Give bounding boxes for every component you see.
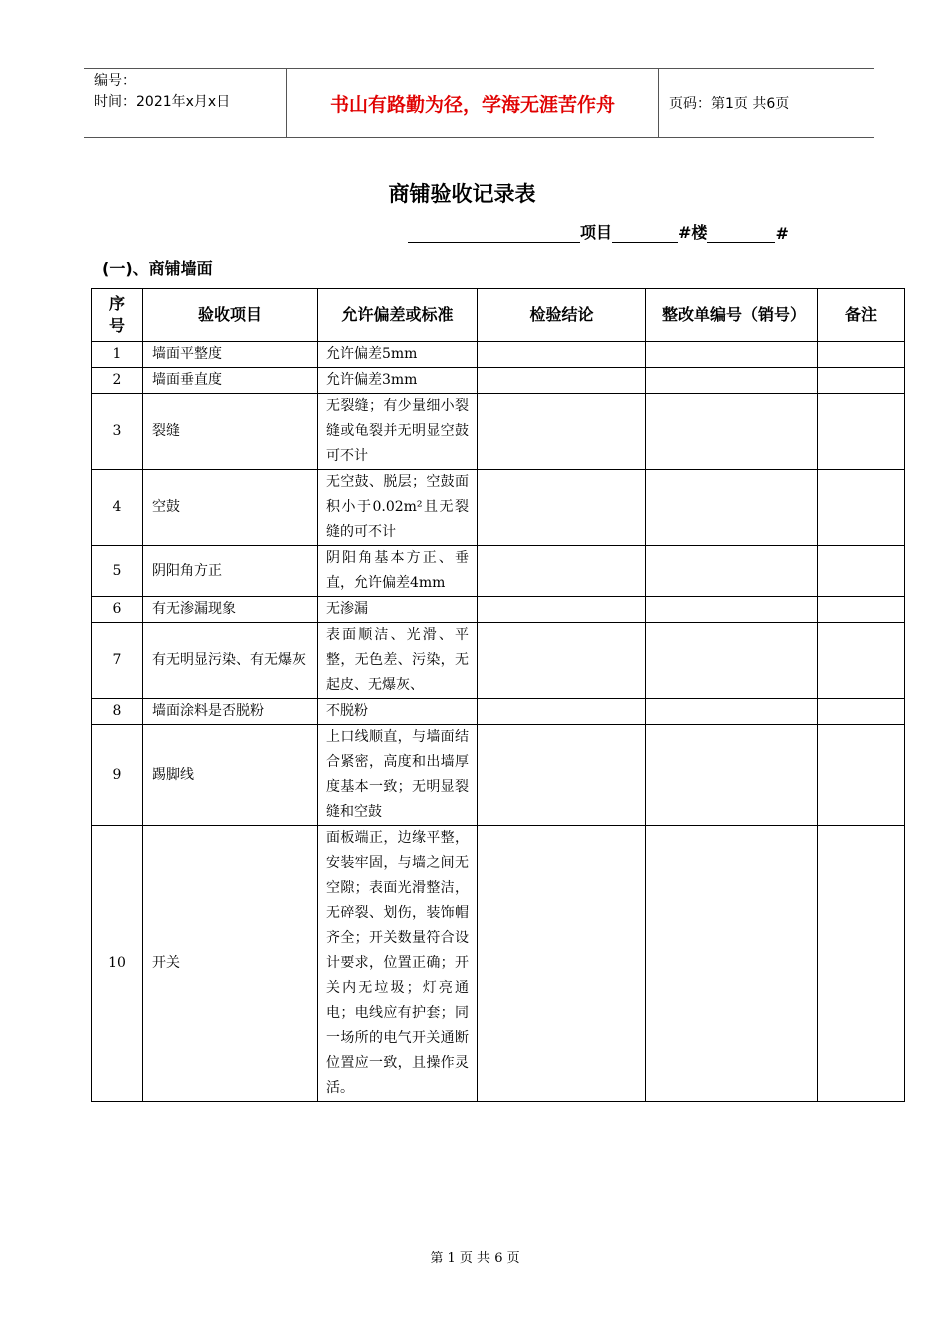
row-number: 1 <box>92 342 143 368</box>
remark-cell <box>818 725 905 826</box>
row-number: 7 <box>92 623 143 699</box>
section-title: (一)、商铺墙面 <box>102 259 213 278</box>
project-blank <box>408 224 580 243</box>
inspection-result-cell <box>478 470 646 546</box>
document-title: 商铺验收记录表 <box>388 182 536 206</box>
rectify-number-cell <box>646 826 818 1102</box>
page-footer: 第 1 页 共 6 页 <box>430 1251 520 1266</box>
col-header-result: 检验结论 <box>478 289 646 342</box>
time-label: 时间：2021年x月x日 <box>94 94 231 110</box>
remark-cell <box>818 342 905 368</box>
code-label: 编号： <box>94 73 136 89</box>
tolerance-standard: 无空鼓、脱层；空鼓面积小于0.02m²且无裂缝的可不计 <box>318 470 478 546</box>
remark-cell <box>818 826 905 1102</box>
acceptance-item: 阴阳角方正 <box>143 546 318 597</box>
tolerance-standard: 无渗漏 <box>318 597 478 623</box>
remark-cell <box>818 699 905 725</box>
row-number: 2 <box>92 368 143 394</box>
tolerance-standard: 面板端正，边缘平整，安装牢固，与墙之间无空隙；表面光滑整洁，无碎裂、划伤，装饰帽齐全；开关数量符合设计要求，位置正确；开关内无垃圾；灯亮通电；电线应有护套；同一场所的电气开关通断位置应一致，且操作灵活。 <box>318 826 478 1102</box>
col-header-remark: 备注 <box>818 289 905 342</box>
remark-cell <box>818 368 905 394</box>
inspection-table <box>91 288 905 1102</box>
rectify-number-cell <box>646 342 818 368</box>
table-row <box>92 623 905 699</box>
table-header-row <box>92 289 905 342</box>
table-row <box>92 470 905 546</box>
remark-cell <box>818 623 905 699</box>
rectify-number-cell <box>646 546 818 597</box>
row-number: 8 <box>92 699 143 725</box>
acceptance-item: 空鼓 <box>143 470 318 546</box>
col-header-rectify-no: 整改单编号（销号） <box>646 289 818 342</box>
inspection-result-cell <box>478 623 646 699</box>
table-row <box>92 546 905 597</box>
unit-blank <box>707 224 775 243</box>
acceptance-item: 墙面垂直度 <box>143 368 318 394</box>
inspection-result-cell <box>478 394 646 470</box>
row-number: 5 <box>92 546 143 597</box>
page-info: 页码：第1页 共6页 <box>669 96 790 112</box>
remark-cell <box>818 597 905 623</box>
rectify-number-cell <box>646 699 818 725</box>
tolerance-standard: 上口线顺直，与墙面结合紧密，高度和出墙厚度基本一致；无明显裂缝和空鼓 <box>318 725 478 826</box>
tolerance-standard: 不脱粉 <box>318 699 478 725</box>
table-row <box>92 699 905 725</box>
col-header-no: 序号 <box>92 289 143 342</box>
inspection-result-cell <box>478 826 646 1102</box>
inspection-result-cell <box>478 725 646 826</box>
row-number: 3 <box>92 394 143 470</box>
acceptance-item: 有无渗漏现象 <box>143 597 318 623</box>
acceptance-item: 墙面涂料是否脱粉 <box>143 699 318 725</box>
project-line <box>408 220 789 243</box>
col-header-item: 验收项目 <box>143 289 318 342</box>
remark-cell <box>818 470 905 546</box>
acceptance-item: 开关 <box>143 826 318 1102</box>
row-number: 6 <box>92 597 143 623</box>
table-row <box>92 342 905 368</box>
table-row <box>92 725 905 826</box>
acceptance-item: 有无明显污染、有无爆灰 <box>143 623 318 699</box>
rectify-number-cell <box>646 470 818 546</box>
tolerance-standard: 允许偏差3mm <box>318 368 478 394</box>
inspection-result-cell <box>478 368 646 394</box>
inspection-result-cell <box>478 597 646 623</box>
building-label: #楼 <box>678 223 708 242</box>
acceptance-item: 裂缝 <box>143 394 318 470</box>
inspection-result-cell <box>478 342 646 368</box>
rectify-number-cell <box>646 623 818 699</box>
inspection-result-cell <box>478 546 646 597</box>
project-label: 项目 <box>580 223 613 242</box>
header-meta <box>84 69 286 137</box>
tolerance-standard: 无裂缝；有少量细小裂缝或龟裂并无明显空鼓可不计 <box>318 394 478 470</box>
acceptance-item: 墙面平整度 <box>143 342 318 368</box>
col-header-standard: 允许偏差或标准 <box>318 289 478 342</box>
inspection-result-cell <box>478 699 646 725</box>
motto: 书山有路勤为径，学海无涯苦作舟 <box>286 69 659 137</box>
unit-label: # <box>775 224 789 243</box>
rectify-number-cell <box>646 725 818 826</box>
remark-cell <box>818 546 905 597</box>
row-number: 10 <box>92 826 143 1102</box>
rectify-number-cell <box>646 368 818 394</box>
row-number: 9 <box>92 725 143 826</box>
building-blank <box>612 224 678 243</box>
page-header <box>84 68 874 138</box>
acceptance-item: 踢脚线 <box>143 725 318 826</box>
rectify-number-cell <box>646 597 818 623</box>
table-row <box>92 394 905 470</box>
tolerance-standard: 阴阳角基本方正、垂直，允许偏差4mm <box>318 546 478 597</box>
table-row <box>92 597 905 623</box>
table-row <box>92 826 905 1102</box>
row-number: 4 <box>92 470 143 546</box>
tolerance-standard: 表面顺洁、光滑、平整，无色差、污染，无起皮、无爆灰、 <box>318 623 478 699</box>
remark-cell <box>818 394 905 470</box>
table-row <box>92 368 905 394</box>
tolerance-standard: 允许偏差5mm <box>318 342 478 368</box>
rectify-number-cell <box>646 394 818 470</box>
